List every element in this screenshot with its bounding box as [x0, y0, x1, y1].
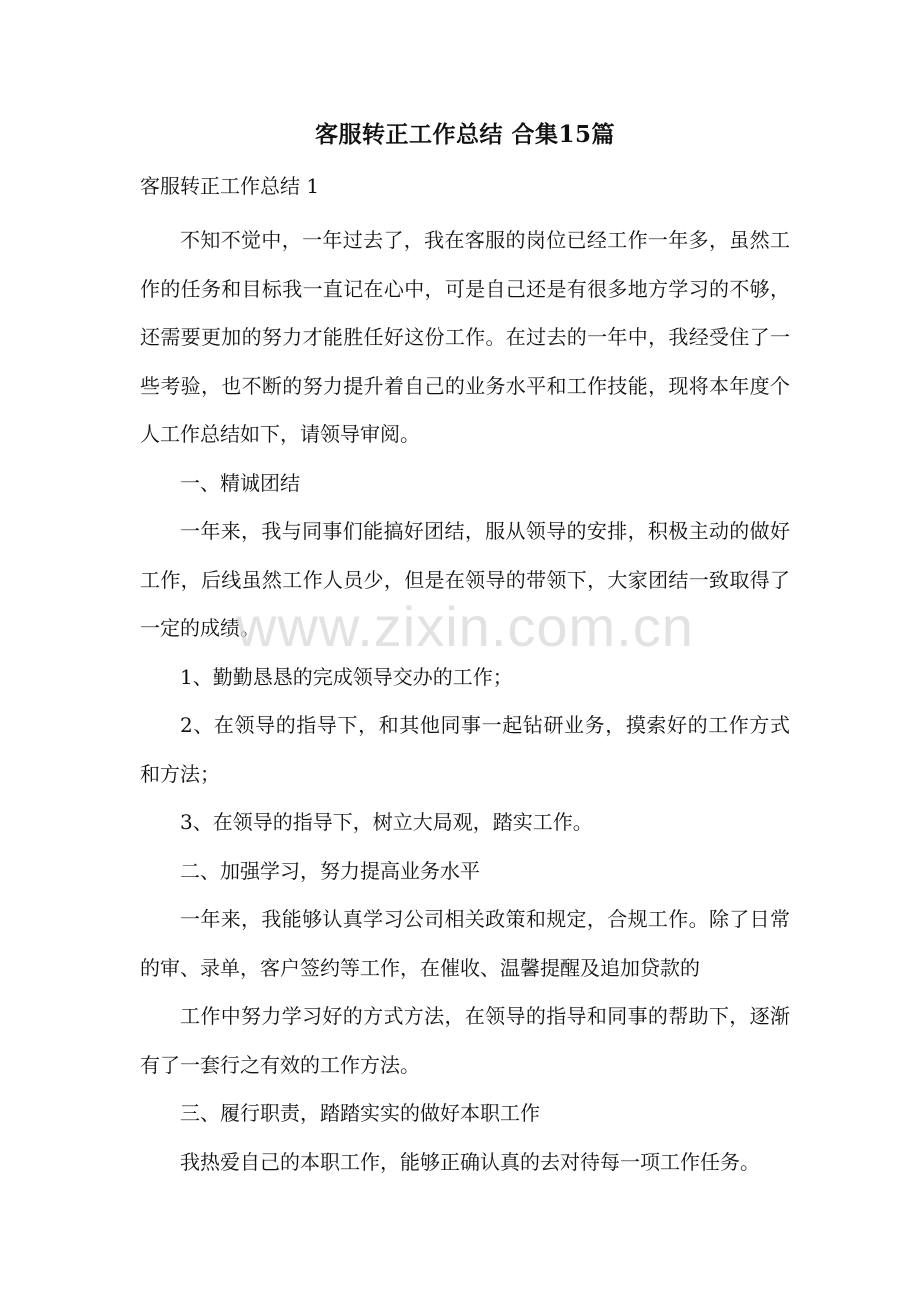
heading-duties: 三、履行职责，踏踏实实的做好本职工作	[180, 1101, 540, 1125]
document-title: 客服转正工作总结 合集15篇	[314, 121, 615, 148]
paragraph-learning: 一年来，我能够认真学习公司相关政策和规定，合规工作。除了日常的审、录单，客户签约等工作，在催收、温馨提醒及追加贷款的	[140, 907, 790, 980]
list-item-1: 1、勤勤恳恳的完成领导交办的工作；	[180, 664, 513, 689]
list-item-3: 3、在领导的指导下，树立大局观，踏实工作。	[180, 810, 593, 834]
list-item-2: 2、在领导的指导下，和其他同事一起钻研业务，摸索好的工作方式和方法；	[140, 713, 790, 786]
section-subtitle: 客服转正工作总结 1	[140, 174, 320, 198]
heading-unity: 一、精诚团结	[180, 470, 300, 495]
paragraph-learning-continued: 工作中努力学习好的方式方法，在领导的指导和同事的帮助下，逐渐有了一套行之有效的工作方法。	[140, 1004, 790, 1077]
document-body	[140, 116, 790, 1186]
watermark-text: www.zixin.com.cn	[236, 595, 694, 658]
paragraph-intro: 不知不觉中，一年过去了，我在客服的岗位已经工作一年多，虽然工作的任务和目标我一直记在心中，可是自己还是有很多地方学习的不够，还需要更加的努力才能胜任好这份工作。在过去的一年中，我经受住了一些考验，也不断的努力提升着自己的业务水平和工作技能，现将本年度个人工作总结如下，请领导审阅。	[140, 228, 790, 446]
heading-learning: 二、加强学习，努力提高业务水平	[180, 858, 480, 883]
paragraph-duties: 我热爱自己的本职工作，能够正确认真的去对待每一项工作任务。	[180, 1149, 760, 1174]
paragraph-unity: 一年来，我与同事们能搞好团结，服从领导的安排，积极主动的做好工作，后线虽然工作人员少，但是在领导的带领下，大家团结一致取得了一定的成绩。	[140, 519, 790, 640]
